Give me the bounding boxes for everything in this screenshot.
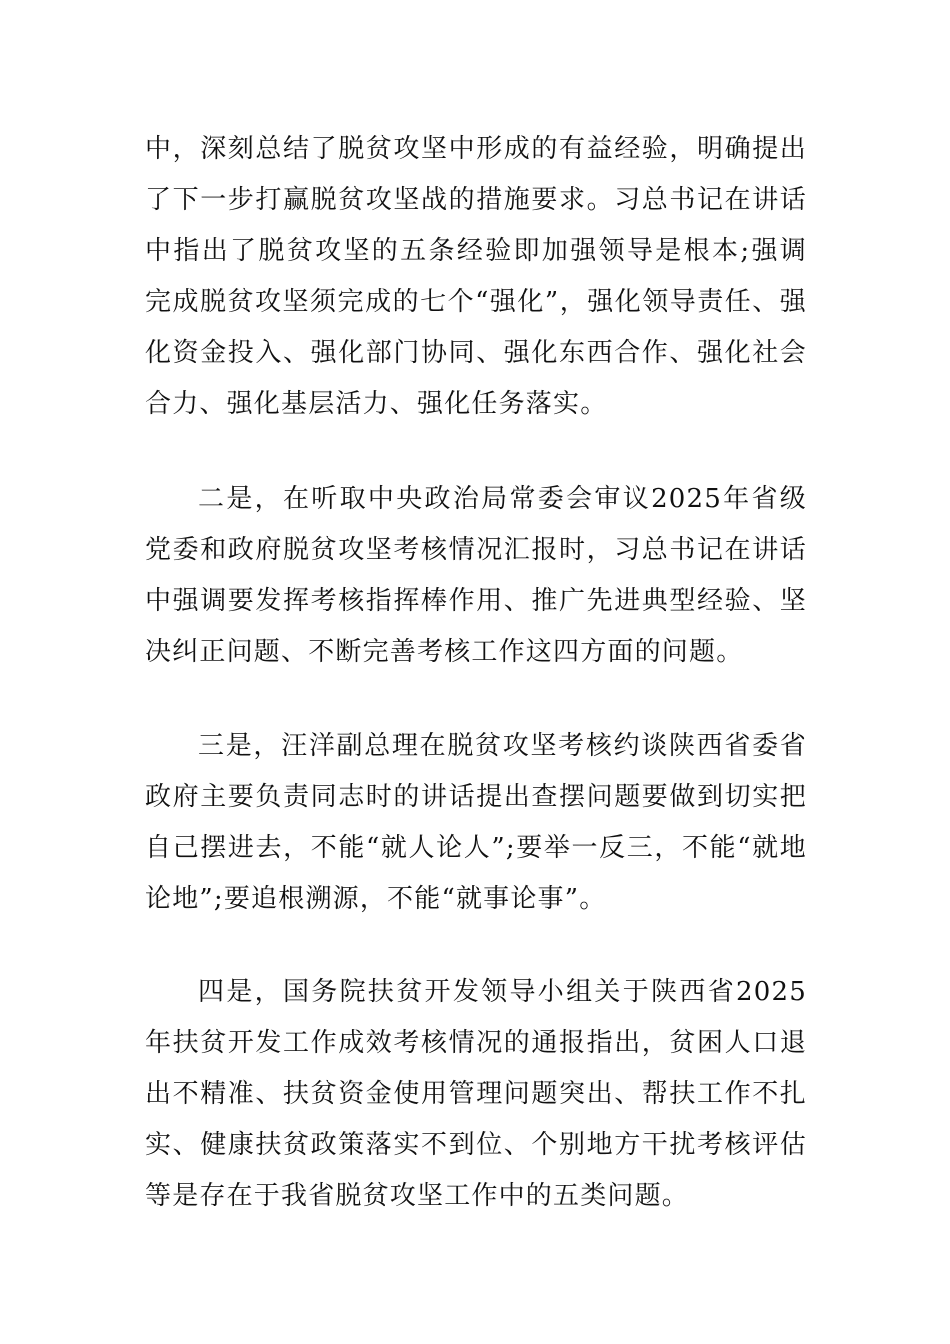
paragraph-continuation: 中，深刻总结了脱贫攻坚中形成的有益经验，明确提出了下一步打赢脱贫攻坚战的措施要求。习总书记在讲话中指出了脱贫攻坚的五条经验即加强领导是根本;强调完成脱贫攻坚须完成的七个“强化”，强化领导责任、强化资金投入、强化部门协同、强化东西合作、强化社会合力、强化基层活力、强化任务落实。 bbox=[145, 134, 807, 419]
paragraph-point-three: 三是，汪洋副总理在脱贫攻坚考核约谈陕西省委省政府主要负责同志时的讲话提出查摆问题要做到切实把自己摆进去，不能“就人论人”;要举一反三，不能“就地论地”;要追根溯源，不能“就事论事”。 bbox=[145, 731, 807, 914]
paragraph-point-four: 四是，国务院扶贫开发领导小组关于陕西省2025年扶贫开发工作成效考核情况的通报指出，贫困人口退出不精准、扶贫资金使用管理问题突出、帮扶工作不扎实、健康扶贫政策落实不到位、个别地方干扰考核评估等是存在于我省脱贫攻坚工作中的五类问题。 bbox=[145, 977, 807, 1211]
paragraph-point-two: 二是，在听取中央政治局常委会审议2025年省级党委和政府脱贫攻坚考核情况汇报时，习总书记在讲话中强调要发挥考核指挥棒作用、推广先进典型经验、坚决纠正问题、不断完善考核工作这四方面的问题。 bbox=[145, 484, 807, 667]
